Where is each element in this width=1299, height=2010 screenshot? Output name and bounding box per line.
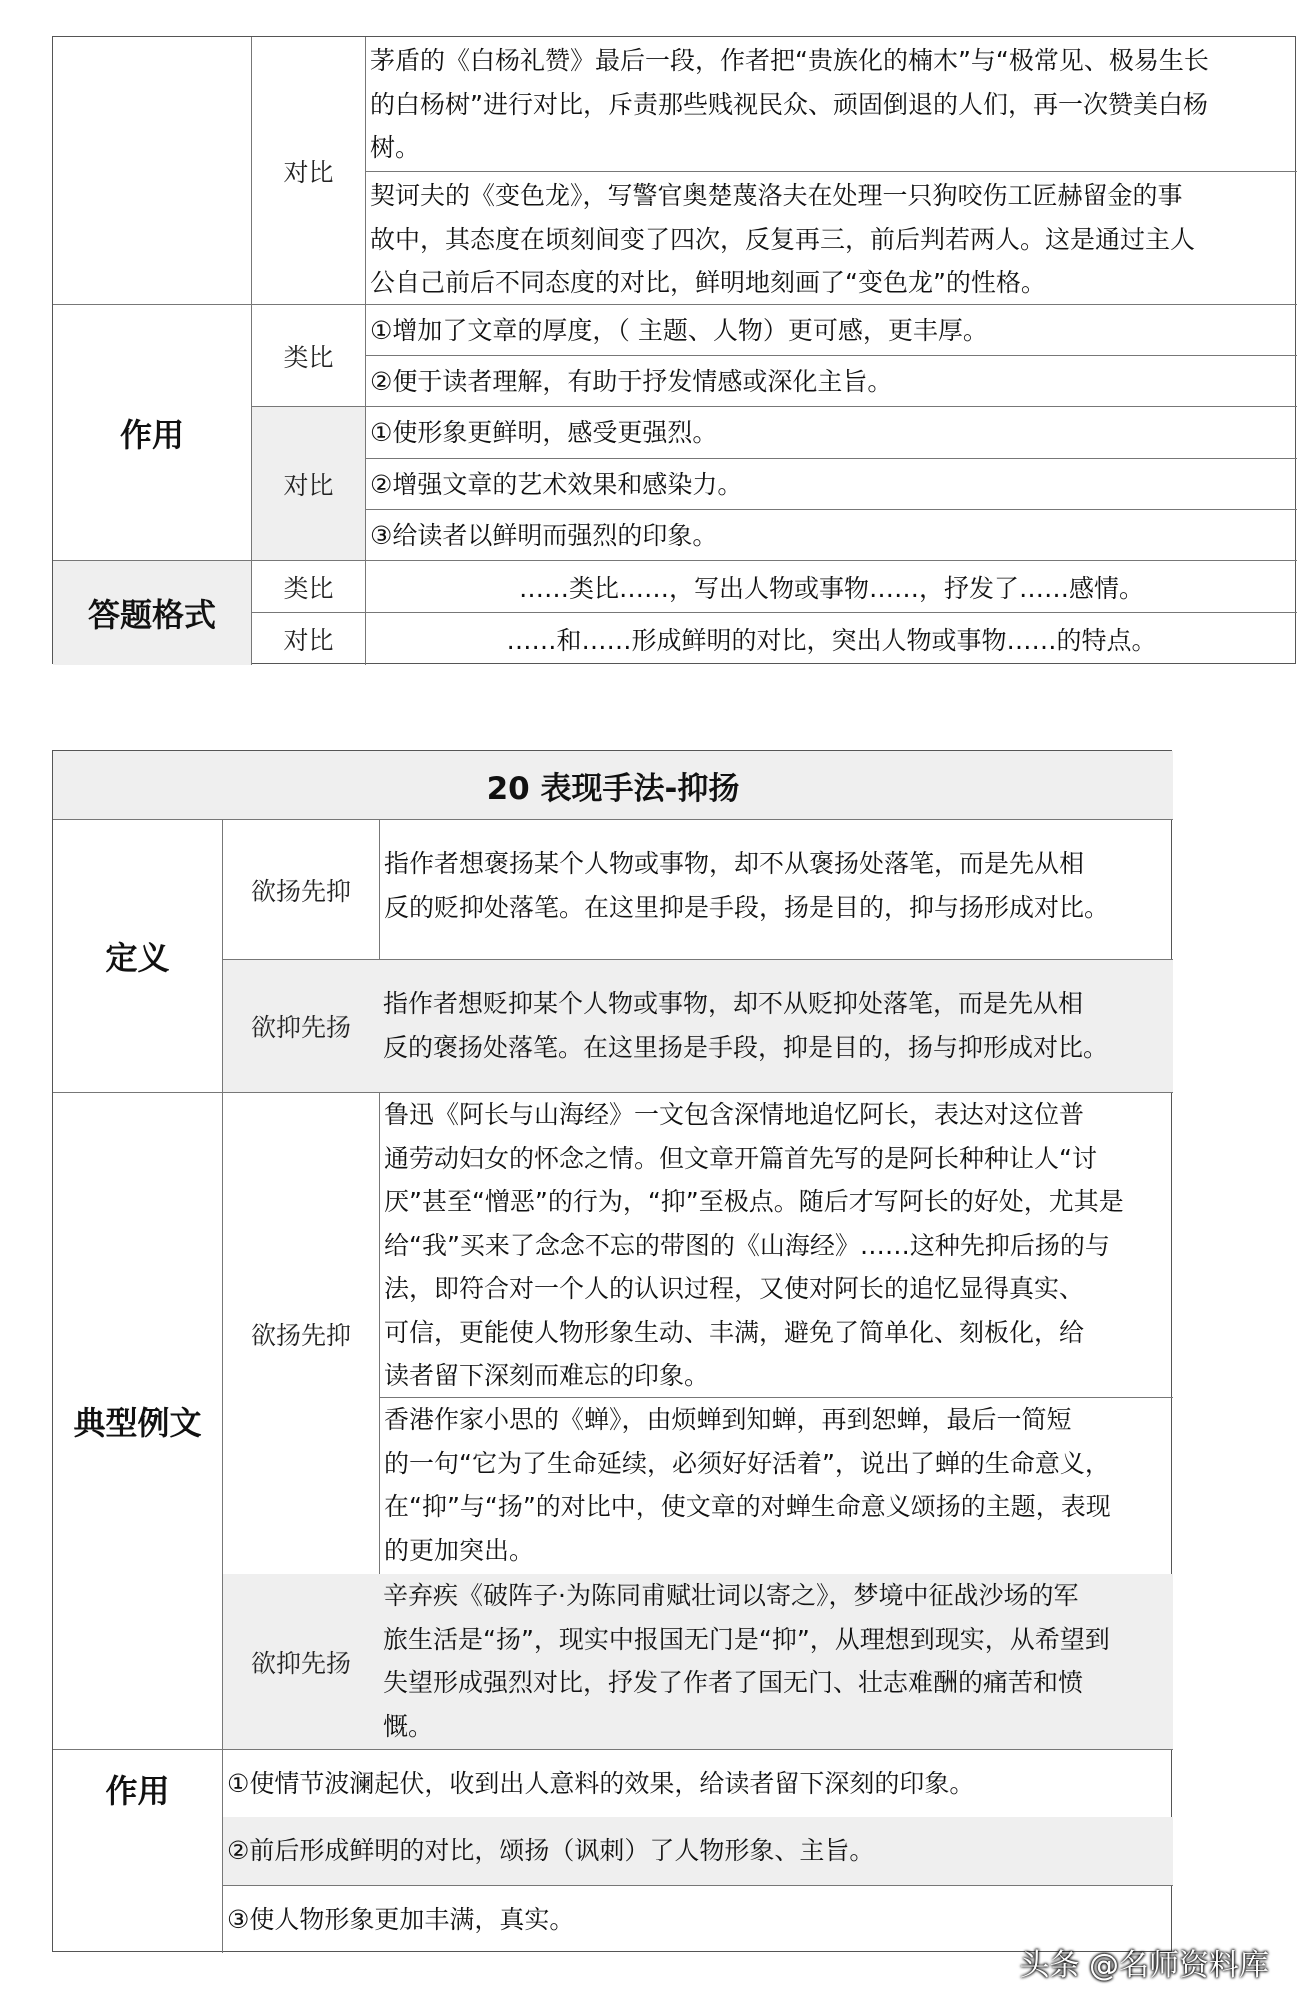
ex-yi-label: 欲抑先扬 [222, 1574, 379, 1749]
format-contrast-label: 对比 [251, 612, 365, 665]
top-group-header [53, 37, 251, 304]
ex-yang-text-1: 鲁迅《阿长与山海经》一文包含深情地追忆阿长，表达对这位普 通劳动妇女的怀念之情。但文章开篇首先写的是阿长种种让人“讨 厌”甚至“憎恶”的行为，“抑”至极点。随后才写阿长的好处，尤其是 给“我”买来了念念不忘的带图的《山海经》……这种先抑后扬的与 法，即符合对一个人的认识过程，又使对阿长的追忆显得真实、 可信，更能使人物形象生动、丰满，避免了简单化、刻板化，给 读者留下深刻而难忘的印象。 [379, 1092, 1173, 1397]
definition-header: 定义 [53, 819, 222, 1092]
watermark: 头条 @名师资料库 [1019, 1948, 1269, 1983]
format-analogy-text: ……类比……，写出人物或事物……，抒发了……感情。 [365, 560, 1297, 612]
contrast-example-1: 茅盾的《白杨礼赞》最后一段，作者把“贵族化的楠木”与“极常见、极易生长 的白杨树”进行对比，斥责那些贱视民众、顽固倒退的人们，再一次赞美白杨 树。 [365, 37, 1297, 171]
effect-analogy-label: 类比 [251, 304, 365, 406]
contrast-effect-2: ②增强文章的艺术效果和感染力。 [365, 458, 1297, 509]
yiyang-table [52, 750, 1172, 1952]
analogy-effect-1: ①增加了文章的厚度，（ 主题、人物）更可感，更丰厚。 [365, 304, 1297, 355]
def-yang-label: 欲扬先抑 [222, 819, 379, 959]
format-contrast-text: ……和……形成鲜明的对比，突出人物或事物……的特点。 [365, 612, 1297, 665]
effect-item-3: ③使人物形象更加丰满，真实。 [222, 1885, 1173, 1953]
example-contrast-label: 对比 [251, 37, 365, 304]
effect-contrast-label: 对比 [251, 406, 365, 560]
effect-header: 作用 [53, 1749, 222, 1953]
effects-table [52, 36, 1296, 664]
analogy-effect-2: ②便于读者理解，有助于抒发情感或深化主旨。 [365, 355, 1297, 406]
ex-yang-text-2: 香港作家小思的《蝉》，由烦蝉到知蝉，再到恕蝉，最后一简短 的一句“它为了生命延续，必须好好活着”，说出了蝉的生命意义， 在“抑”与“扬”的对比中，使文章的对蝉生命意义颂扬的主题，表现 的更加突出。 [379, 1397, 1173, 1574]
effect-item-2: ②前后形成鲜明的对比，颂扬（讽刺）了人物形象、主旨。 [222, 1817, 1173, 1885]
examples-header: 典型例文 [53, 1092, 222, 1749]
contrast-example-2: 契诃夫的《变色龙》，写警官奥楚蔑洛夫在处理一只狗咬伤工匠赫留金的事 故中，其态度在顷刻间变了四次，反复再三，前后判若两人。这是通过主人 公自己前后不同态度的对比，鲜明地刻画了“变色龙”的性格。 [365, 171, 1297, 304]
effect-row-header: 作用 [53, 304, 251, 560]
def-yi-text: 指作者想贬抑某个人物或事物，却不从贬抑处落笔，而是先从相 反的褒扬处落笔。在这里扬是手段，抑是目的，扬与抑形成对比。 [379, 959, 1173, 1092]
format-analogy-label: 类比 [251, 560, 365, 612]
ex-yang-label: 欲扬先抑 [222, 1092, 379, 1574]
contrast-effect-3: ③给读者以鲜明而强烈的印象。 [365, 509, 1297, 560]
table-title: 20 表现手法-抑扬 [53, 751, 1173, 819]
ex-yi-text: 辛弃疾《破阵子·为陈同甫赋壮词以寄之》，梦境中征战沙场的军 旅生活是“扬”，现实中报国无门是“抑”，从理想到现实，从希望到 失望形成强烈对比，抒发了作者了国无门、壮志难酬的痛苦和愤 慨。 [379, 1574, 1173, 1749]
def-yang-text: 指作者想褒扬某个人物或事物，却不从褒扬处落笔，而是先从相 反的贬抑处落笔。在这里抑是手段，扬是目的，抑与扬形成对比。 [379, 819, 1173, 959]
contrast-effect-1: ①使形象更鲜明，感受更强烈。 [365, 406, 1297, 458]
format-row-header: 答题格式 [53, 560, 251, 665]
def-yi-label: 欲抑先扬 [222, 959, 379, 1092]
effect-item-1: ①使情节波澜起伏，收到出人意料的效果，给读者留下深刻的印象。 [222, 1749, 1173, 1817]
